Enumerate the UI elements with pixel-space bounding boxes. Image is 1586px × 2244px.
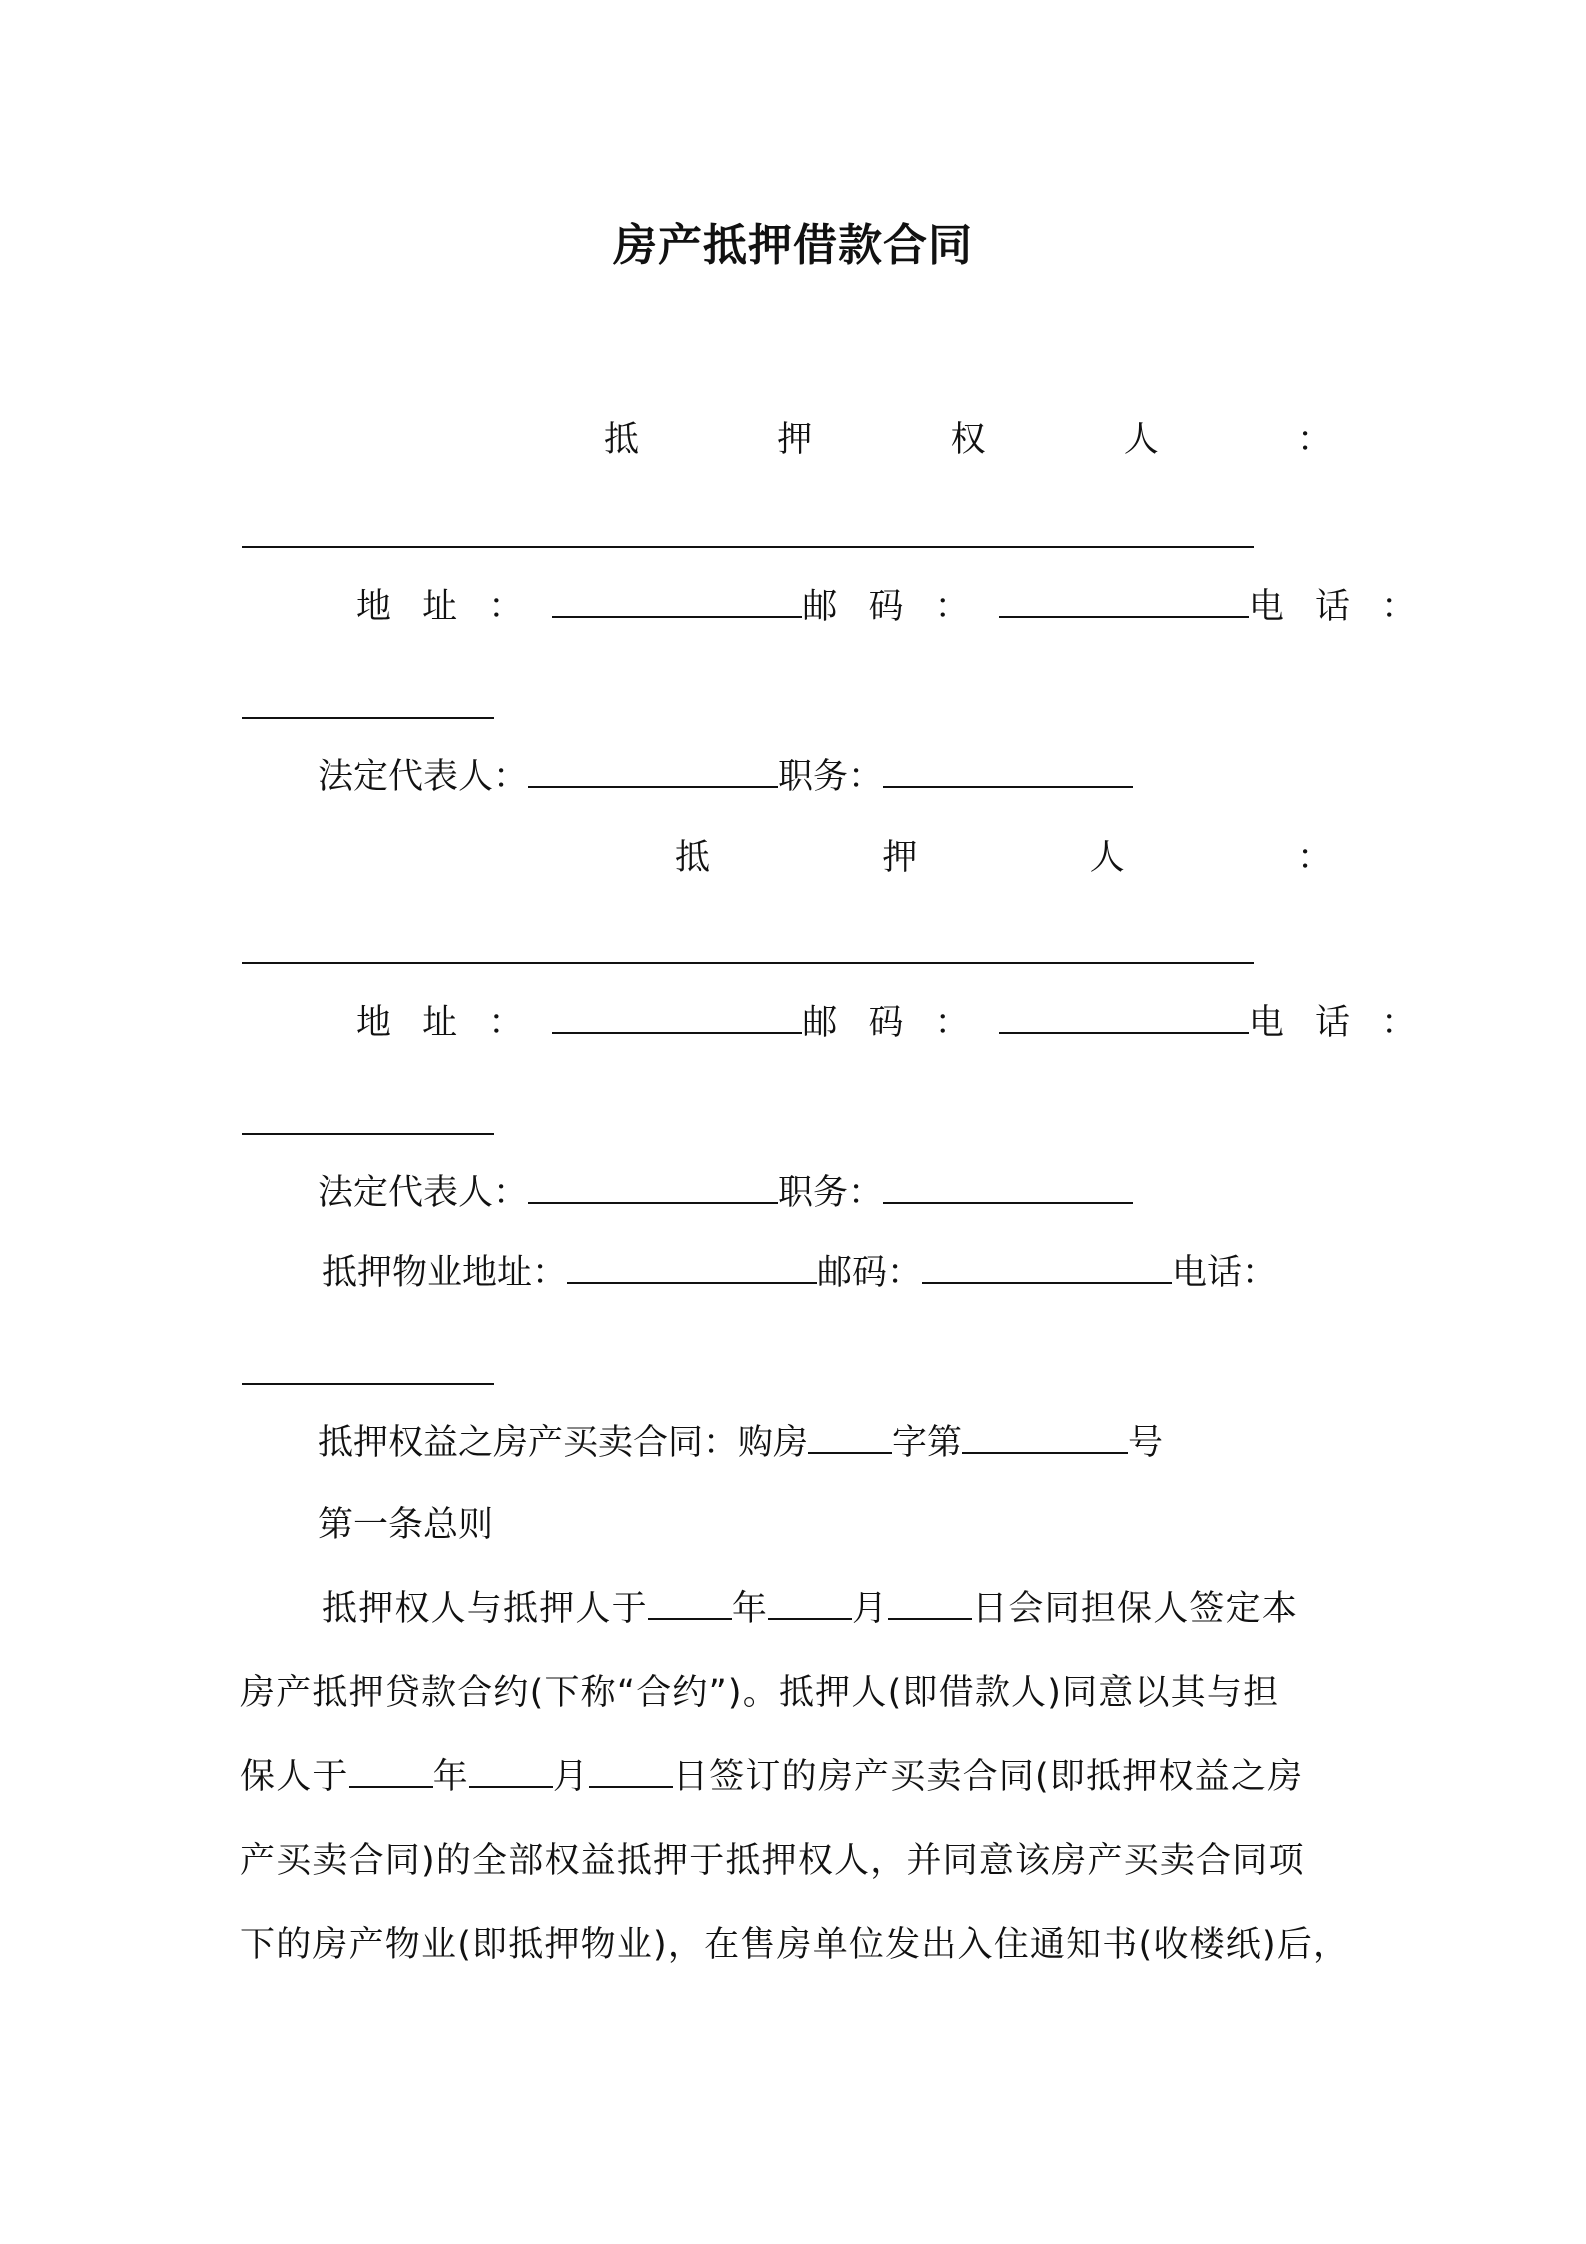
postcode-blank[interactable] bbox=[999, 615, 1249, 618]
year-unit: 年 bbox=[731, 1589, 769, 1629]
text-span: 抵押权人与抵押人于 bbox=[322, 1589, 648, 1629]
label-char: 抵 bbox=[604, 420, 640, 460]
label-char: 押 bbox=[882, 838, 918, 878]
address-blank[interactable] bbox=[552, 1031, 802, 1034]
mortgagor-name-blank[interactable] bbox=[242, 962, 1254, 964]
contract-mid-label: 字第 bbox=[892, 1423, 963, 1463]
month-unit: 月 bbox=[552, 1757, 590, 1797]
position-label: 职务： bbox=[778, 1173, 884, 1213]
label-char: 人 bbox=[1089, 838, 1125, 878]
month-blank[interactable] bbox=[768, 1617, 852, 1620]
phone-label: 电 话 ： bbox=[1248, 1003, 1427, 1043]
paragraph-line-2: 房产抵押贷款合约(下称“合约”)。抵押人(即借款人)同意以其与担 bbox=[240, 1673, 1280, 1713]
month-blank[interactable] bbox=[469, 1785, 553, 1788]
label-char: 人 bbox=[1123, 420, 1159, 460]
article-heading: 第一条总则 bbox=[318, 1505, 494, 1545]
property-phone-blank[interactable] bbox=[242, 1383, 494, 1385]
phone-label: 电 话 ： bbox=[1248, 587, 1427, 627]
property-phone-label: 电话： bbox=[1172, 1253, 1278, 1293]
mortgagee-label bbox=[604, 415, 1332, 465]
mortgagor-contact-row bbox=[356, 998, 1427, 1048]
label-char: ： bbox=[1296, 420, 1332, 460]
paragraph-line-5: 下的房产物业(即抵押物业)，在售房单位发出入住通知书(收楼纸)后， bbox=[240, 1925, 1350, 1965]
address-label: 地 址 ： bbox=[356, 1003, 534, 1043]
address-blank[interactable] bbox=[552, 615, 802, 618]
postcode-label: 邮 码 ： bbox=[802, 1003, 980, 1043]
document-title: 房产抵押借款合同 bbox=[613, 220, 973, 271]
text-span: 日签订的房产买卖合同(即抵押权益之房 bbox=[673, 1757, 1304, 1797]
paragraph-line-3 bbox=[240, 1752, 1346, 1802]
phone-blank[interactable] bbox=[242, 1133, 494, 1135]
label-char: 抵 bbox=[675, 838, 711, 878]
property-postcode-blank[interactable] bbox=[922, 1281, 1172, 1284]
year-blank[interactable] bbox=[648, 1617, 732, 1620]
purchase-contract-label: 抵押权益之房产买卖合同：购房 bbox=[318, 1423, 809, 1463]
phone-blank[interactable] bbox=[242, 717, 494, 719]
position-blank[interactable] bbox=[883, 785, 1133, 788]
position-blank[interactable] bbox=[883, 1201, 1133, 1204]
label-char: ： bbox=[1296, 838, 1332, 878]
legal-rep-blank[interactable] bbox=[528, 785, 778, 788]
contract-number-blank[interactable] bbox=[962, 1451, 1128, 1454]
contract-char-blank[interactable] bbox=[808, 1451, 892, 1454]
text-span: 日会同担保人签定本 bbox=[972, 1589, 1299, 1629]
property-address-blank[interactable] bbox=[567, 1281, 817, 1284]
legal-rep-label: 法定代表人： bbox=[318, 1173, 529, 1213]
year-unit: 年 bbox=[432, 1757, 469, 1797]
paragraph-line-1 bbox=[322, 1584, 1346, 1634]
position-label: 职务： bbox=[778, 757, 884, 797]
property-row bbox=[322, 1248, 1346, 1298]
mortgagor-rep-row bbox=[318, 1168, 1346, 1218]
contract-suffix-label: 号 bbox=[1128, 1423, 1164, 1463]
text-span: 保人于 bbox=[240, 1757, 349, 1797]
postcode-label: 邮 码 ： bbox=[802, 587, 980, 627]
paragraph-line-4: 产买卖合同)的全部权益抵押于抵押权人，并同意该房产买卖合同项 bbox=[240, 1841, 1305, 1881]
mortgagor-label bbox=[675, 833, 1332, 883]
address-label: 地 址 ： bbox=[356, 587, 534, 627]
month-unit: 月 bbox=[852, 1589, 889, 1629]
label-char: 权 bbox=[950, 420, 986, 460]
mortgagee-name-blank[interactable] bbox=[242, 546, 1254, 548]
legal-rep-label: 法定代表人： bbox=[318, 757, 529, 797]
mortgagee-contact-row bbox=[356, 582, 1427, 632]
mortgagee-rep-row bbox=[318, 752, 1346, 802]
legal-rep-blank[interactable] bbox=[528, 1201, 778, 1204]
postcode-blank[interactable] bbox=[999, 1031, 1249, 1034]
purchase-contract-row bbox=[318, 1418, 1346, 1468]
label-char: 押 bbox=[777, 420, 813, 460]
day-blank[interactable] bbox=[589, 1785, 673, 1788]
day-blank[interactable] bbox=[888, 1617, 972, 1620]
property-address-label: 抵押物业地址： bbox=[322, 1253, 568, 1293]
year-blank[interactable] bbox=[349, 1785, 433, 1788]
property-postcode-label: 邮码： bbox=[817, 1253, 923, 1293]
